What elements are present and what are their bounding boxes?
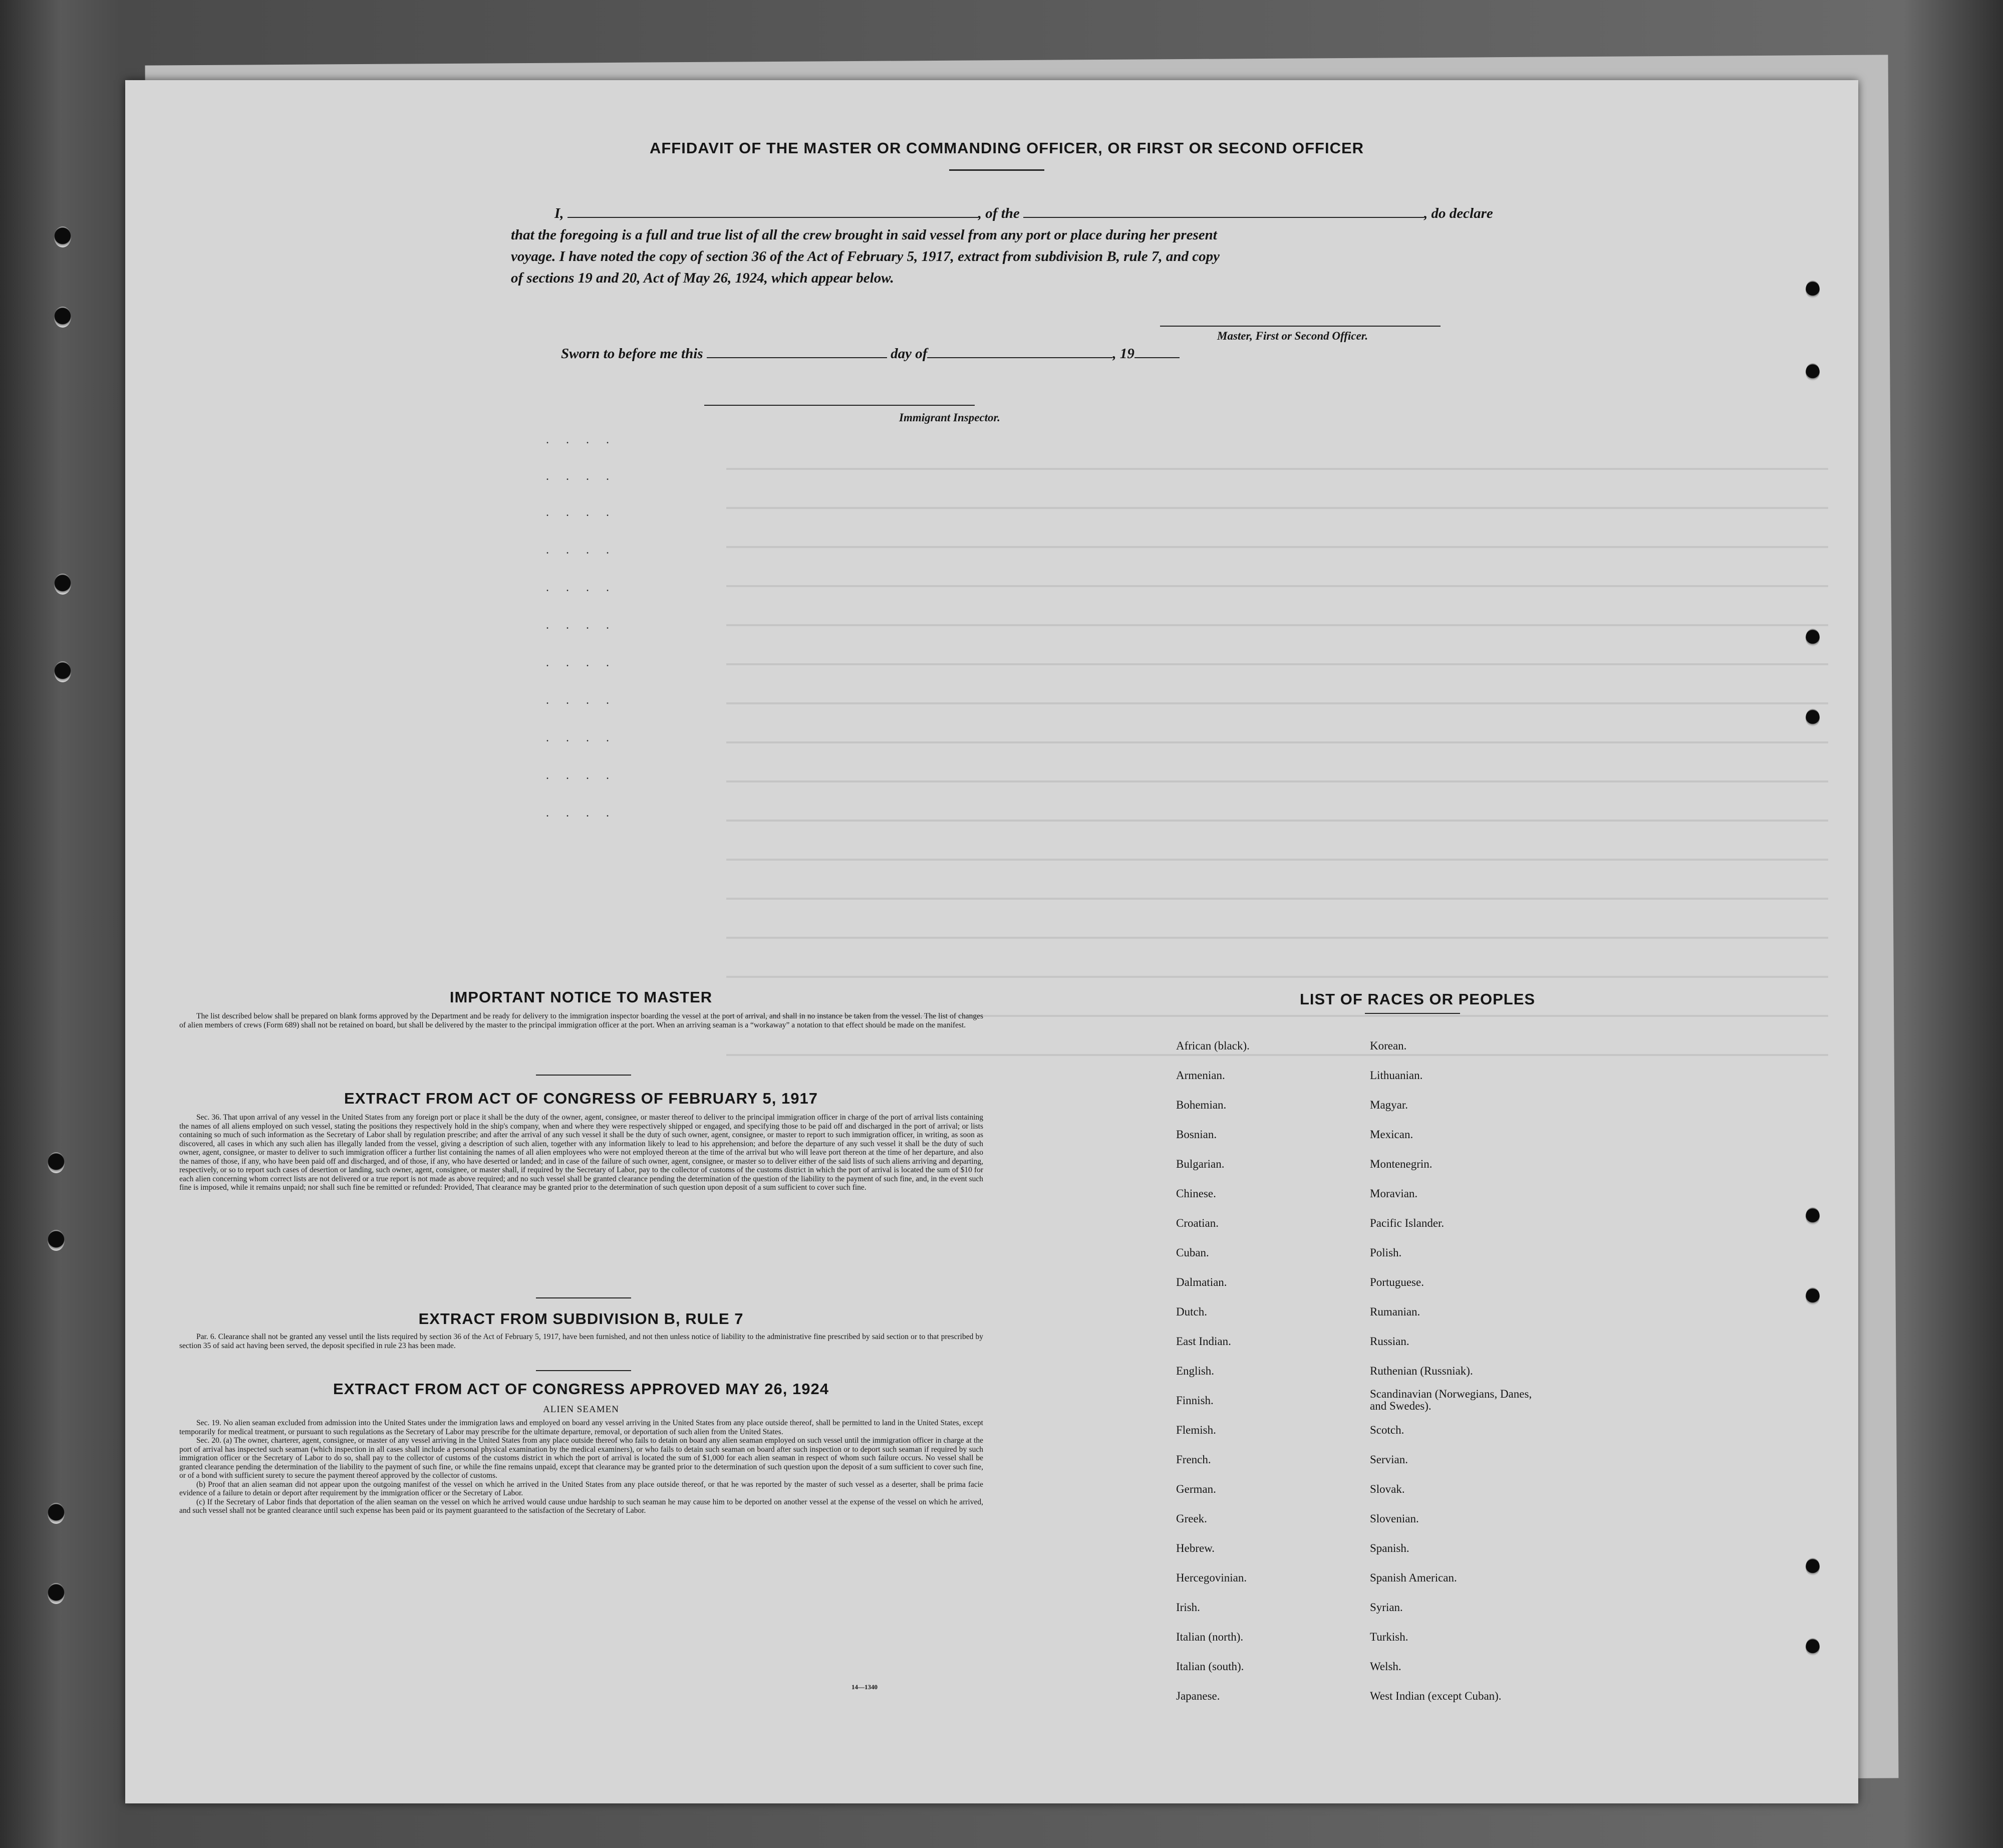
- dot-row: . . . .: [546, 433, 616, 446]
- inspector-signature-line: [704, 405, 975, 406]
- section-36-paragraph: Sec. 36. That upon arrival of any vessel in the United States from any foreign port or place it shall be the duty of the owner, agent, consignee, or master thereof to deliver to the principal immigration officer in charge of the port of arrival lists containing the names of all aliens employed on such vessel, stating the positions they respectively hold in the ship's company, when and where they were respectively shipped or engaged, and specifying those to be paid off and discharged in the port of arrival; or lists containing so much of such information as the Secretary of Labor shall by regulation prescribe; and after the arrival of any such vessel it shall be the duty of such owner, agent, consignee, or master to report to such immigration officer, in writing, as soon as discovered, all cases in which any such alien has illegally landed from the vessel, giving a description of such alien, together with any information likely to lead to his apprehension; and before the departure of any such vessel it shall be the duty of such owner, agent, consignee, or master to deliver to such immigration officer a further list containing the names of all alien employees who were not employed thereon at the time of the arrival but who will leave port thereon at the time of her departure, and also the names of those, if any, who have been paid off and discharged, and of those, if any, who have deserted or landed; and in case of the failure of such owner, agent, consignee, or master so to deliver either of the said lists of such aliens arriving and departing, respectively, or so to report such cases of desertion or landing, such owner, agent, consignee, or master shall, if required by the Secretary of Labor, pay to the collector of customs of the customs district in which the port of arrival is located the sum of $10 for each alien concerning whom correct lists are not delivered or a true report is not made as above required; and no such vessel shall be granted clearance pending the determination of the question of the liability to the payment of such fine, and, in the event such fine is imposed, while it remains unpaid; nor shall such fine be remitted or refunded: Provided, That clearance may be granted prior to the determination of such question upon deposit of a sum sufficient to cover such fine.: [179, 1113, 983, 1192]
- affidavit-of: , of the: [978, 205, 1020, 221]
- notice-body: [179, 1012, 983, 1029]
- dot-row: . . . .: [546, 656, 616, 669]
- inspector-signature-label: Immigrant Inspector.: [899, 411, 1000, 424]
- dot-row: . . . .: [546, 694, 616, 707]
- section-rule: [536, 1075, 631, 1076]
- affidavit-line2: that the foregoing is a full and true list of all the crew brought in said vessel from any port or place during her present: [511, 227, 1217, 243]
- race-item: Slovak.: [1370, 1483, 1405, 1495]
- sworn-text: Sworn to before me this: [561, 346, 703, 362]
- binder-hole: [54, 661, 71, 682]
- binder-hole: [48, 1503, 65, 1524]
- year-field[interactable]: [1134, 357, 1180, 358]
- race-item: Flemish.: [1176, 1424, 1216, 1436]
- race-item: Pacific Islander.: [1370, 1217, 1445, 1229]
- notice-title: IMPORTANT NOTICE TO MASTER: [449, 988, 713, 1006]
- page-hole: [1806, 1638, 1820, 1656]
- race-item: German.: [1176, 1483, 1216, 1495]
- race-item: Montenegrin.: [1370, 1158, 1433, 1170]
- race-item: Syrian.: [1370, 1601, 1403, 1614]
- page-hole: [1806, 709, 1820, 727]
- binder-hole: [48, 1230, 65, 1251]
- rule7-title: EXTRACT FROM SUBDIVISION B, RULE 7: [418, 1310, 744, 1328]
- extract-1924-title: EXTRACT FROM ACT OF CONGRESS APPROVED MAY 26, 1924: [333, 1380, 829, 1398]
- race-item: Dutch.: [1176, 1305, 1207, 1318]
- race-item: Scotch.: [1370, 1424, 1404, 1436]
- binder-hole: [54, 574, 71, 595]
- race-item: Slovenian.: [1370, 1512, 1419, 1525]
- race-item: Portuguese.: [1370, 1276, 1424, 1288]
- race-item: Bulgarian.: [1176, 1158, 1225, 1170]
- sec19-paragraph: Sec. 19. No alien seaman excluded from admission into the United States under the immigration laws and employed on board any vessel arriving in the United States from any place outside thereof, shall be permitted to land in the United States, except temporarily for medical treatment, or pursuant to such regulations as the Secretary of Labor may prescribe for the ultimate departure, removal, or deportation of such alien from the United States.: [179, 1419, 983, 1436]
- race-item: Italian (north).: [1176, 1631, 1244, 1643]
- section-rule: [536, 1370, 631, 1371]
- race-item: Spanish American.: [1370, 1571, 1457, 1584]
- dot-row: . . . .: [546, 769, 616, 782]
- sec20b-paragraph: (b) Proof that an alien seaman did not appear upon the outgoing manifest of the vessel on which he arrived in the United States from any place outside thereof, or that he was reported by the master of such vessel as a deserter, shall be prima facie evidence of a failure to detain or deport after requirement by the immigration officer or the Secretary of Labor.: [179, 1480, 983, 1497]
- dot-row: . . . .: [546, 544, 616, 557]
- affidavit-title: AFFIDAVIT OF THE MASTER OR COMMANDING OFFICER, OR FIRST OR SECOND OFFICER: [649, 139, 1364, 157]
- day-of-text: day of: [891, 346, 928, 362]
- race-item: West Indian (except Cuban).: [1370, 1690, 1502, 1702]
- race-item: Scandinavian (Norwegians, Danes, and Swedes).: [1370, 1388, 1532, 1412]
- document-page: [125, 80, 1858, 1803]
- form-number: 14—1340: [851, 1683, 878, 1691]
- race-item: Armenian.: [1176, 1069, 1225, 1082]
- title-rule: [949, 169, 1044, 171]
- binder-hole: [54, 307, 71, 328]
- page-hole: [1806, 1287, 1820, 1305]
- extract-1917-title: EXTRACT FROM ACT OF CONGRESS OF FEBRUARY 5, 1917: [344, 1090, 818, 1107]
- sec20c-paragraph: (c) If the Secretary of Labor finds that deportation of the alien seaman on the vessel on which he arrived would cause undue hardship to such seaman he may cause him to be deported on another vessel at the expense of the vessel on which he arrived, and such vessel shall not be granted clearance until such expense has been paid or its payment guaranteed to the satisfaction of the Secretary of Labor.: [179, 1497, 983, 1515]
- race-item: Bosnian.: [1176, 1128, 1217, 1141]
- page-hole: [1806, 1207, 1820, 1225]
- sworn-line: [561, 346, 1180, 362]
- race-item: Moravian.: [1370, 1187, 1418, 1200]
- section-rule: [536, 1297, 631, 1298]
- rule7-body: [179, 1333, 983, 1350]
- race-item: Polish.: [1370, 1246, 1402, 1259]
- race-item: Mexican.: [1370, 1128, 1413, 1141]
- alien-seamen-subtitle: ALIEN SEAMEN: [543, 1404, 619, 1415]
- dot-row: . . . .: [546, 470, 616, 483]
- race-item: Magyar.: [1370, 1099, 1408, 1111]
- race-item: Russian.: [1370, 1335, 1409, 1348]
- page-hole: [1806, 1558, 1820, 1576]
- race-item: Greek.: [1176, 1512, 1207, 1525]
- race-item: Dalmatian.: [1176, 1276, 1227, 1288]
- dot-row: . . . .: [546, 619, 616, 632]
- affidavit-i: I,: [554, 205, 564, 221]
- sec20a-paragraph: Sec. 20. (a) The owner, charterer, agent, consignee, or master of any vessel arriving in the United States from any place outside thereof who fails to detain on board any alien seaman employed on such vessel until the immigration officer in charge at the port of arrival has inspected such seaman (which inspection in all cases shall include a personal physical examination by the medical examiners), or who fails to detain such seaman on board after such inspection or to deport such seaman if required by such immigration officer or the Secretary of Labor to do so, shall pay to the collector of customs of the customs district in which the port of arrival is located the sum of $1,000 for each alien seaman in respect of whom such failure occurs. No vessel shall be granted clearance pending the determination of the liability to the payment of such fine, or while the fine remains unpaid, except that clearance may be granted prior to the determination of such question upon the deposit of a sum sufficient to cover such fine, or of a bond with sufficient surety to secure the payment thereof approved by the collector of customs.: [179, 1436, 983, 1480]
- race-item: English.: [1176, 1365, 1215, 1377]
- affidavit-line4: of sections 19 and 20, Act of May 26, 1924, which appear below.: [511, 270, 894, 286]
- race-item: Spanish.: [1370, 1542, 1409, 1554]
- races-rule: [1365, 1013, 1460, 1014]
- race-item: Turkish.: [1370, 1631, 1408, 1643]
- dot-row: . . . .: [546, 581, 616, 594]
- extract-1917-body: [179, 1113, 983, 1192]
- master-signature-line: [1160, 326, 1441, 327]
- race-item: Rumanian.: [1370, 1305, 1420, 1318]
- race-item: Welsh.: [1370, 1660, 1401, 1673]
- affidavit-line3: voyage. I have noted the copy of section 36 of the Act of February 5, 1917, extract from subdivision B, rule 7, and copy: [511, 248, 1220, 265]
- sworn-date-field[interactable]: [707, 357, 887, 358]
- binder-hole: [48, 1152, 65, 1173]
- dot-row: . . . .: [546, 807, 616, 820]
- race-item: Korean.: [1370, 1039, 1407, 1052]
- race-item: Bohemian.: [1176, 1099, 1227, 1111]
- race-item: Japanese.: [1176, 1690, 1220, 1702]
- affidavit-declare: , do declare: [1424, 205, 1493, 221]
- page-hole: [1806, 363, 1820, 381]
- race-item: Hebrew.: [1176, 1542, 1215, 1554]
- month-field[interactable]: [927, 357, 1112, 358]
- race-item: Chinese.: [1176, 1187, 1216, 1200]
- dot-row: . . . .: [546, 506, 616, 519]
- dot-row: . . . .: [546, 731, 616, 744]
- bleed-through-texture: [726, 431, 1828, 1082]
- vessel-field[interactable]: [1023, 217, 1424, 218]
- binder-hole: [54, 226, 71, 247]
- page-hole: [1806, 281, 1820, 299]
- race-item: Finnish.: [1176, 1394, 1214, 1407]
- race-item: Lithuanian.: [1370, 1069, 1423, 1082]
- extract-1924-body: [179, 1419, 983, 1515]
- race-item: Ruthenian (Russniak).: [1370, 1365, 1473, 1377]
- year-prefix: , 19: [1112, 346, 1134, 362]
- race-item: Servian.: [1370, 1453, 1408, 1466]
- race-item: Hercegovinian.: [1176, 1571, 1247, 1584]
- races-title: LIST OF RACES OR PEOPLES: [1299, 990, 1536, 1008]
- notice-paragraph: The list described below shall be prepared on blank forms approved by the Department and be ready for delivery to the immigration inspector boarding the vessel at the port of arrival, and shall in no instance be taken from the vessel. The list of changes of alien members of crews (Form 689) shall not be retained on board, but shall be delivered by the master to the principal immigration officer at the port. When an arriving seaman is a “workaway” a notation to that effect should be made on the manifest.: [179, 1012, 983, 1029]
- page-hole: [1806, 629, 1820, 647]
- race-item: Cuban.: [1176, 1246, 1209, 1259]
- name-field[interactable]: [567, 217, 978, 218]
- rule7-paragraph: Par. 6. Clearance shall not be granted any vessel until the lists required by section 36 of the Act of February 5, 1917, have been furnished, and not then unless notice of liability to the administrative fine prescribed by said section or to that prescribed by section 35 of said act having been served, the deposit specified in rule 23 has been made.: [179, 1333, 983, 1350]
- master-signature-label: Master, First or Second Officer.: [1217, 330, 1368, 342]
- race-item: African (black).: [1176, 1039, 1250, 1052]
- race-item: French.: [1176, 1453, 1211, 1466]
- race-item: Italian (south).: [1176, 1660, 1244, 1673]
- binder-hole: [48, 1583, 65, 1604]
- race-item: Croatian.: [1176, 1217, 1219, 1229]
- race-item: Irish.: [1176, 1601, 1200, 1614]
- race-item: East Indian.: [1176, 1335, 1231, 1348]
- affidavit-line1: [554, 205, 1493, 222]
